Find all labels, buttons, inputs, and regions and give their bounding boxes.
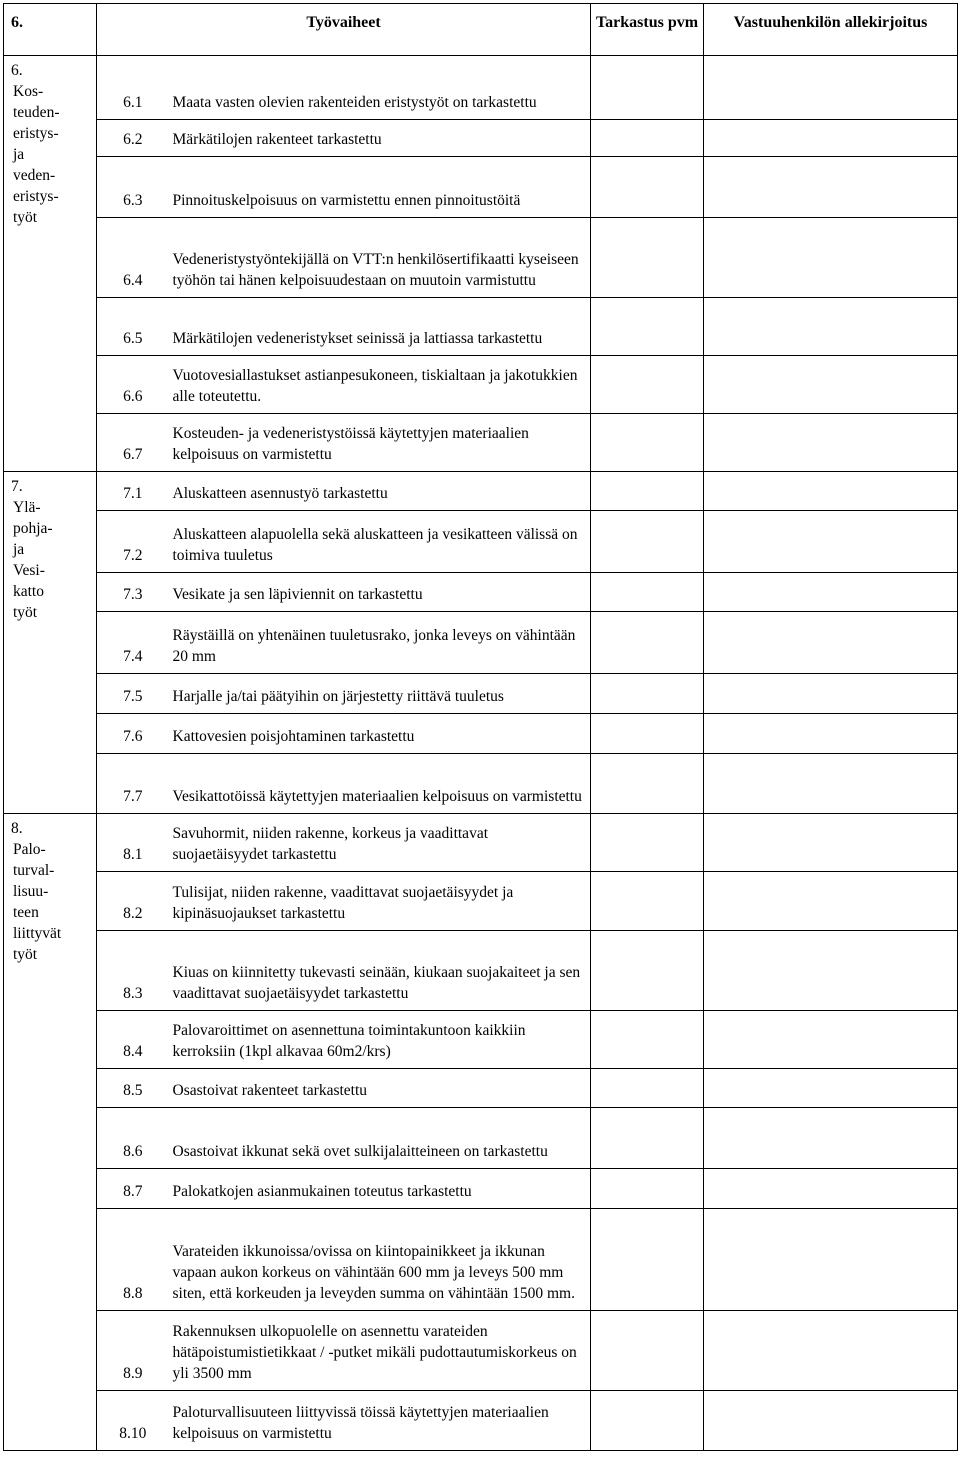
group-cell [4, 472, 97, 814]
group-title: Palo- turval- lisuu- teen liittyvät työt [13, 841, 62, 963]
step-number: 8.8 [97, 1209, 169, 1311]
table-row [4, 814, 958, 872]
step-description: Tulisijat, niiden rakenne, vaadittavat suojaetäisyydet ja kipinäsuojaukset tarkastettu [169, 872, 591, 931]
step-number: 6.2 [97, 120, 169, 157]
step-description: Kattovesien poisjohtaminen tarkastettu [169, 714, 591, 754]
step-number: 6.5 [97, 298, 169, 356]
step-number: 8.6 [97, 1108, 169, 1169]
step-number: 7.2 [97, 511, 169, 573]
table-row [4, 714, 958, 754]
step-description: Aluskatteen asennustyö tarkastettu [169, 472, 591, 511]
step-number: 6.4 [97, 218, 169, 298]
group-number: 8. [11, 820, 23, 837]
group-number: 7. [11, 478, 23, 495]
header-row [4, 4, 958, 56]
check-date-cell[interactable] [591, 1169, 704, 1209]
check-date-cell[interactable] [591, 674, 704, 714]
table-row [4, 1209, 958, 1311]
signature-cell[interactable] [704, 472, 958, 511]
table-row [4, 511, 958, 573]
table-row [4, 1311, 958, 1391]
step-description: Vesikattotöissä käytettyjen materiaalien kelpoisuus on varmistettu [169, 754, 591, 814]
check-date-cell[interactable] [591, 573, 704, 612]
table-row [4, 414, 958, 472]
step-description: Räystäillä on yhtenäinen tuuletusrako, jonka leveys on vähintään 20 mm [169, 612, 591, 674]
signature-cell[interactable] [704, 511, 958, 573]
table-row [4, 472, 958, 511]
signature-cell[interactable] [704, 1108, 958, 1169]
signature-cell[interactable] [704, 56, 958, 120]
step-number: 7.3 [97, 573, 169, 612]
step-number: 8.4 [97, 1011, 169, 1069]
step-number: 8.10 [97, 1391, 169, 1451]
check-date-cell[interactable] [591, 1011, 704, 1069]
step-description: Paloturvallisuuteen liittyvissä töissä käytettyjen materiaalien kelpoisuus on varmistettu [169, 1391, 591, 1451]
step-number: 7.7 [97, 754, 169, 814]
step-description: Märkätilojen vedeneristykset seinissä ja lattiassa tarkastettu [169, 298, 591, 356]
inspection-table [3, 3, 958, 1451]
step-number: 7.5 [97, 674, 169, 714]
step-description: Osastoivat ikkunat sekä ovet sulkijalaitteineen on tarkastettu [169, 1108, 591, 1169]
table-row [4, 931, 958, 1011]
step-number: 8.5 [97, 1069, 169, 1108]
check-date-cell[interactable] [591, 218, 704, 298]
signature-cell[interactable] [704, 814, 958, 872]
group-number: 6. [11, 62, 23, 79]
table-row [4, 1011, 958, 1069]
header-check-date: Tarkastus pvm [591, 4, 704, 56]
check-date-cell[interactable] [591, 511, 704, 573]
step-description: Palovaroittimet on asennettuna toimintakuntoon kaikkiin kerroksiin (1kpl alkavaa 60m2/krs) [169, 1011, 591, 1069]
step-number: 8.2 [97, 872, 169, 931]
step-description: Kosteuden- ja vedeneristystöissä käytettyjen materiaalien kelpoisuus on varmistettu [169, 414, 591, 472]
table-row [4, 1391, 958, 1451]
signature-cell[interactable] [704, 1209, 958, 1311]
check-date-cell[interactable] [591, 472, 704, 511]
signature-cell[interactable] [704, 1169, 958, 1209]
signature-cell[interactable] [704, 157, 958, 218]
signature-cell[interactable] [704, 1011, 958, 1069]
signature-cell[interactable] [704, 414, 958, 472]
step-number: 8.1 [97, 814, 169, 872]
signature-cell[interactable] [704, 872, 958, 931]
step-number: 6.7 [97, 414, 169, 472]
table-row [4, 356, 958, 414]
step-number: 6.1 [97, 56, 169, 120]
table-row [4, 218, 958, 298]
table-row [4, 674, 958, 714]
step-number: 8.3 [97, 931, 169, 1011]
check-date-cell[interactable] [591, 1311, 704, 1391]
check-date-cell[interactable] [591, 56, 704, 120]
table-row [4, 120, 958, 157]
check-date-cell[interactable] [591, 1069, 704, 1108]
check-date-cell[interactable] [591, 1108, 704, 1169]
table-row [4, 612, 958, 674]
step-description: Savuhormit, niiden rakenne, korkeus ja vaadittavat suojaetäisyydet tarkastettu [169, 814, 591, 872]
step-description: Maata vasten olevien rakenteiden eristystyöt on tarkastettu [169, 56, 591, 120]
table-row [4, 1169, 958, 1209]
signature-cell[interactable] [704, 674, 958, 714]
check-date-cell[interactable] [591, 414, 704, 472]
check-date-cell[interactable] [591, 931, 704, 1011]
table-row [4, 1069, 958, 1108]
signature-cell[interactable] [704, 714, 958, 754]
signature-cell[interactable] [704, 218, 958, 298]
signature-cell[interactable] [704, 612, 958, 674]
signature-cell[interactable] [704, 1069, 958, 1108]
group-title: Kos- teuden- eristys- ja veden- eristys- työt [13, 83, 60, 226]
signature-cell[interactable] [704, 120, 958, 157]
signature-cell[interactable] [704, 931, 958, 1011]
step-description: Vesikate ja sen läpiviennit on tarkastettu [169, 573, 591, 612]
table-row [4, 872, 958, 931]
step-number: 6.6 [97, 356, 169, 414]
step-description: Vedeneristystyöntekijällä on VTT:n henkilösertifikaatti kyseiseen työhön tai hänen kelpoisuudestaan on muutoin varmistuttu [169, 218, 591, 298]
check-date-cell[interactable] [591, 298, 704, 356]
step-description: Aluskatteen alapuolella sekä aluskatteen ja vesikatteen välissä on toimiva tuuletus [169, 511, 591, 573]
header-group-number: 6. [4, 4, 97, 56]
check-date-cell[interactable] [591, 754, 704, 814]
group-cell [4, 56, 97, 472]
signature-cell[interactable] [704, 1311, 958, 1391]
group-title: Ylä- pohja- ja Vesi- katto työt [13, 499, 53, 621]
check-date-cell[interactable] [591, 120, 704, 157]
table-row [4, 1108, 958, 1169]
step-description: Rakennuksen ulkopuolelle on asennettu varateiden hätäpoistumistietikkaat / -putket mikäli pudottautumiskorkeus on yli 3500 mm [169, 1311, 591, 1391]
step-description: Märkätilojen rakenteet tarkastettu [169, 120, 591, 157]
signature-cell[interactable] [704, 754, 958, 814]
step-number: 7.4 [97, 612, 169, 674]
check-date-cell[interactable] [591, 612, 704, 674]
table-row [4, 573, 958, 612]
signature-cell[interactable] [704, 1391, 958, 1451]
group-cell [4, 814, 97, 1451]
check-date-cell[interactable] [591, 714, 704, 754]
step-number: 8.7 [97, 1169, 169, 1209]
step-description: Harjalle ja/tai päätyihin on järjestetty riittävä tuuletus [169, 674, 591, 714]
step-description: Varateiden ikkunoissa/ovissa on kiintopainikkeet ja ikkunan vapaan aukon korkeus on vähintään 600 mm ja leveys 500 mm siten, että korkeuden ja leveyden summa on vähintään 1500 mm. [169, 1209, 591, 1311]
check-date-cell[interactable] [591, 1391, 704, 1451]
table-row [4, 298, 958, 356]
step-number: 6.3 [97, 157, 169, 218]
check-date-cell[interactable] [591, 157, 704, 218]
step-description: Vuotovesiallastukset astianpesukoneen, tiskialtaan ja jakotukkien alle toteutettu. [169, 356, 591, 414]
header-work-steps: Työvaiheet [97, 4, 591, 56]
table-row [4, 754, 958, 814]
step-number: 8.9 [97, 1311, 169, 1391]
signature-cell[interactable] [704, 298, 958, 356]
check-date-cell[interactable] [591, 1209, 704, 1311]
step-number: 7.6 [97, 714, 169, 754]
signature-cell[interactable] [704, 356, 958, 414]
check-date-cell[interactable] [591, 356, 704, 414]
step-description: Kiuas on kiinnitetty tukevasti seinään, kiukaan suojakaiteet ja sen vaadittavat suojaetäisyydet tarkastettu [169, 931, 591, 1011]
table-row [4, 157, 958, 218]
header-signature: Vastuuhenkilön allekirjoitus [704, 4, 958, 56]
signature-cell[interactable] [704, 573, 958, 612]
check-date-cell[interactable] [591, 872, 704, 931]
step-description: Palokatkojen asianmukainen toteutus tarkastettu [169, 1169, 591, 1209]
step-number: 7.1 [97, 472, 169, 511]
step-description: Osastoivat rakenteet tarkastettu [169, 1069, 591, 1108]
step-description: Pinnoituskelpoisuus on varmistettu ennen pinnoitustöitä [169, 157, 591, 218]
check-date-cell[interactable] [591, 814, 704, 872]
table-row [4, 56, 958, 120]
